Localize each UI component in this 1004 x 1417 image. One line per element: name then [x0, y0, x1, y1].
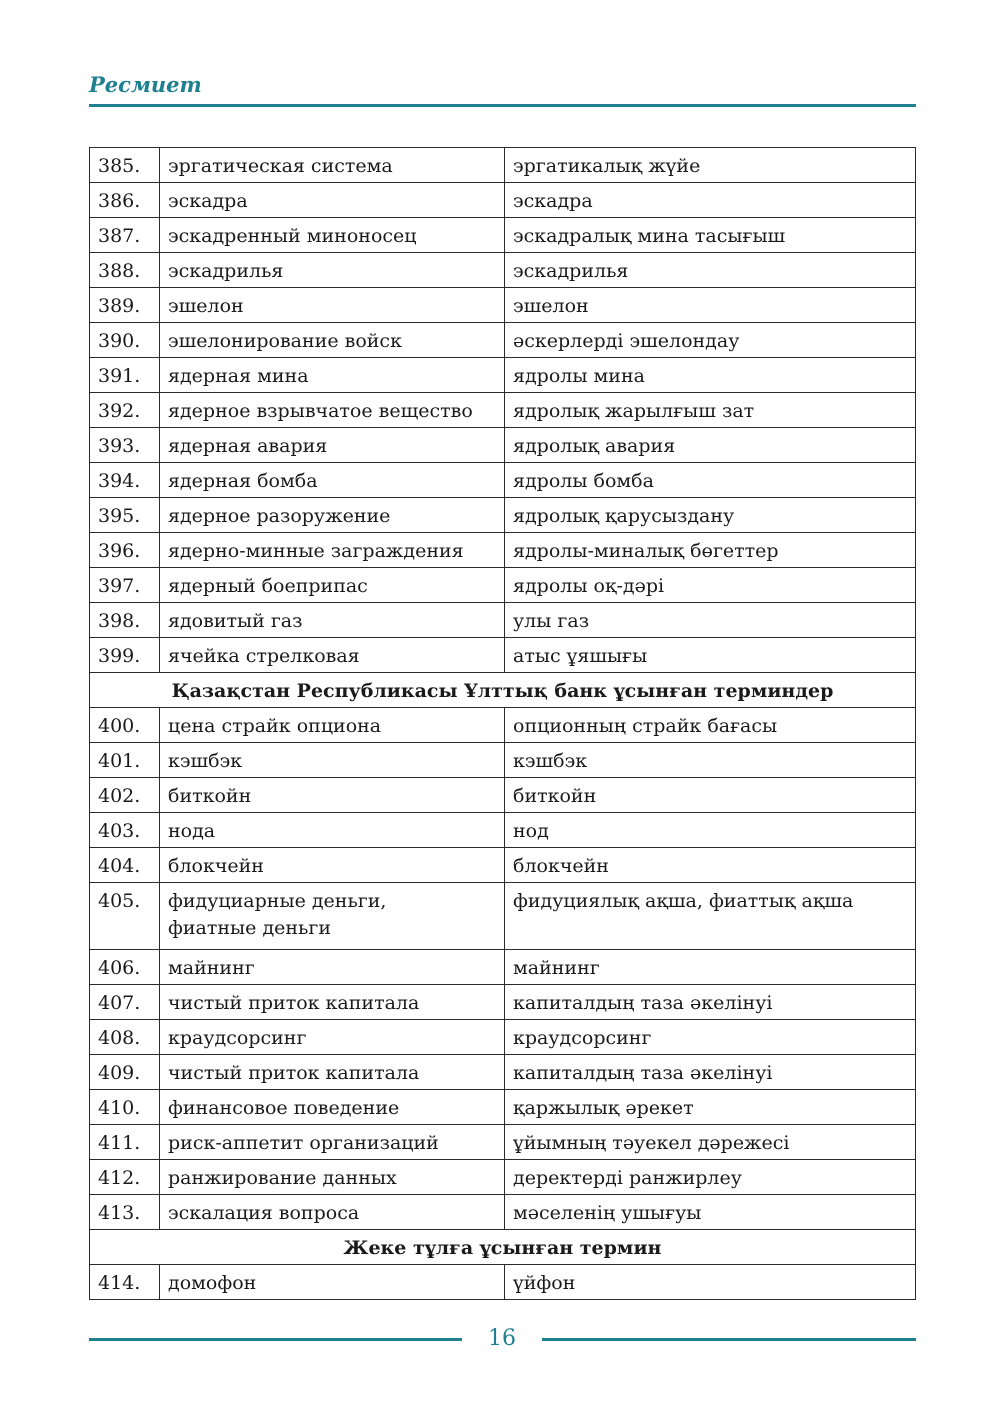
term-number: 385.	[90, 148, 160, 183]
table-row	[90, 985, 916, 1020]
term-russian: нода	[160, 813, 505, 848]
term-number: 389.	[90, 288, 160, 323]
header-rule	[89, 104, 916, 107]
table-row	[90, 1160, 916, 1195]
term-russian: ядерно-минные заграждения	[160, 533, 505, 568]
term-kazakh: әскерлерді эшелондау	[505, 323, 916, 358]
footer-rule-right	[542, 1338, 916, 1341]
table-row	[90, 498, 916, 533]
term-russian: эскалация вопроса	[160, 1195, 505, 1230]
term-kazakh: опционның страйк бағасы	[505, 708, 916, 743]
term-russian: эскадрилья	[160, 253, 505, 288]
term-kazakh: ядролы бомба	[505, 463, 916, 498]
term-kazakh: деректерді ранжирлеу	[505, 1160, 916, 1195]
term-russian: ядерная мина	[160, 358, 505, 393]
table-row	[90, 1090, 916, 1125]
term-kazakh: капиталдың таза әкелінуі	[505, 1055, 916, 1090]
table-row	[90, 638, 916, 673]
term-number: 386.	[90, 183, 160, 218]
term-number: 408.	[90, 1020, 160, 1055]
term-number: 413.	[90, 1195, 160, 1230]
term-number: 414.	[90, 1265, 160, 1300]
term-number: 399.	[90, 638, 160, 673]
term-number: 395.	[90, 498, 160, 533]
term-kazakh: ұйымның тәуекел дәрежесі	[505, 1125, 916, 1160]
term-russian: майнинг	[160, 950, 505, 985]
term-number: 401.	[90, 743, 160, 778]
term-russian: ядерный боеприпас	[160, 568, 505, 603]
term-number: 405.	[90, 883, 160, 950]
term-russian: ядерная авария	[160, 428, 505, 463]
term-number: 398.	[90, 603, 160, 638]
term-kazakh: биткойн	[505, 778, 916, 813]
term-kazakh: үйфон	[505, 1265, 916, 1300]
term-kazakh: ядролық жарылғыш зат	[505, 393, 916, 428]
term-kazakh: блокчейн	[505, 848, 916, 883]
page-number: 16	[488, 1326, 516, 1351]
term-russian: биткойн	[160, 778, 505, 813]
term-number: 410.	[90, 1090, 160, 1125]
table-row	[90, 1020, 916, 1055]
table-row	[90, 883, 916, 950]
term-russian: ядерное разоружение	[160, 498, 505, 533]
term-number: 400.	[90, 708, 160, 743]
table-row	[90, 358, 916, 393]
term-number: 407.	[90, 985, 160, 1020]
term-russian: эскадренный миноносец	[160, 218, 505, 253]
table-row	[90, 950, 916, 985]
table-row	[90, 778, 916, 813]
term-kazakh: майнинг	[505, 950, 916, 985]
term-kazakh: нод	[505, 813, 916, 848]
section-header-row	[90, 673, 916, 708]
term-number: 403.	[90, 813, 160, 848]
term-russian: цена страйк опциона	[160, 708, 505, 743]
table-row	[90, 603, 916, 638]
table-row	[90, 1125, 916, 1160]
term-russian: эшелон	[160, 288, 505, 323]
term-russian: финансовое поведение	[160, 1090, 505, 1125]
term-number: 404.	[90, 848, 160, 883]
term-kazakh: эргатикалық жүйе	[505, 148, 916, 183]
table-row	[90, 323, 916, 358]
term-number: 387.	[90, 218, 160, 253]
term-number: 394.	[90, 463, 160, 498]
table-row	[90, 183, 916, 218]
term-russian-line: фидуциарные деньги,	[168, 890, 387, 912]
term-kazakh: ядролы мина	[505, 358, 916, 393]
term-kazakh: капиталдың таза әкелінуі	[505, 985, 916, 1020]
table-row	[90, 288, 916, 323]
table-row	[90, 1265, 916, 1300]
term-kazakh: эскадрилья	[505, 253, 916, 288]
term-kazakh: эскадра	[505, 183, 916, 218]
table-row	[90, 1195, 916, 1230]
term-number: 390.	[90, 323, 160, 358]
term-number: 412.	[90, 1160, 160, 1195]
term-number: 391.	[90, 358, 160, 393]
term-number: 396.	[90, 533, 160, 568]
term-number: 406.	[90, 950, 160, 985]
term-russian: чистый приток капитала	[160, 1055, 505, 1090]
table-row	[90, 218, 916, 253]
table-row	[90, 253, 916, 288]
term-kazakh: атыс ұяшығы	[505, 638, 916, 673]
term-russian-line: фиатные деньги	[168, 917, 332, 939]
table-row	[90, 743, 916, 778]
term-number: 388.	[90, 253, 160, 288]
term-russian: риск-аппетит организаций	[160, 1125, 505, 1160]
term-russian: эргатическая система	[160, 148, 505, 183]
section-heading: Қазақстан Республикасы Ұлттық банк ұсынған терминдер	[90, 673, 916, 708]
term-kazakh: эскадралық мина тасығыш	[505, 218, 916, 253]
term-kazakh: эшелон	[505, 288, 916, 323]
term-russian: чистый приток капитала	[160, 985, 505, 1020]
term-russian: ядерная бомба	[160, 463, 505, 498]
section-header-row	[90, 1230, 916, 1265]
term-russian	[160, 883, 505, 950]
table-row	[90, 428, 916, 463]
term-number: 397.	[90, 568, 160, 603]
running-header-title: Ресмиет	[89, 72, 202, 97]
table-row	[90, 568, 916, 603]
term-kazakh: кэшбэк	[505, 743, 916, 778]
term-russian: эскадра	[160, 183, 505, 218]
term-russian: блокчейн	[160, 848, 505, 883]
table-row	[90, 708, 916, 743]
term-russian: домофон	[160, 1265, 505, 1300]
table-row	[90, 148, 916, 183]
table-row	[90, 1055, 916, 1090]
term-russian: эшелонирование войск	[160, 323, 505, 358]
term-kazakh: ядролық авария	[505, 428, 916, 463]
term-russian: краудсорсинг	[160, 1020, 505, 1055]
table-row	[90, 463, 916, 498]
term-kazakh: ядролық қарусыздану	[505, 498, 916, 533]
term-kazakh: краудсорсинг	[505, 1020, 916, 1055]
term-kazakh: ядролы-миналық бөгеттер	[505, 533, 916, 568]
term-russian: ядовитый газ	[160, 603, 505, 638]
term-number: 409.	[90, 1055, 160, 1090]
term-number: 392.	[90, 393, 160, 428]
term-russian: ядерное взрывчатое вещество	[160, 393, 505, 428]
term-russian: ранжирование данных	[160, 1160, 505, 1195]
term-russian: кэшбэк	[160, 743, 505, 778]
term-number: 411.	[90, 1125, 160, 1160]
footer-rule-left	[89, 1338, 462, 1341]
terms-table	[89, 147, 916, 1300]
section-heading: Жеке тұлға ұсынған термин	[90, 1230, 916, 1265]
table-row	[90, 813, 916, 848]
term-kazakh: қаржылық әрекет	[505, 1090, 916, 1125]
table-row	[90, 848, 916, 883]
term-russian: ячейка стрелковая	[160, 638, 505, 673]
table-row	[90, 393, 916, 428]
term-kazakh: мәселенің ушығуы	[505, 1195, 916, 1230]
table-row	[90, 533, 916, 568]
term-number: 393.	[90, 428, 160, 463]
term-kazakh: ядролы оқ-дәрі	[505, 568, 916, 603]
term-kazakh: фидуциялық ақша, фиаттық ақша	[505, 883, 916, 950]
term-number: 402.	[90, 778, 160, 813]
term-kazakh: улы газ	[505, 603, 916, 638]
